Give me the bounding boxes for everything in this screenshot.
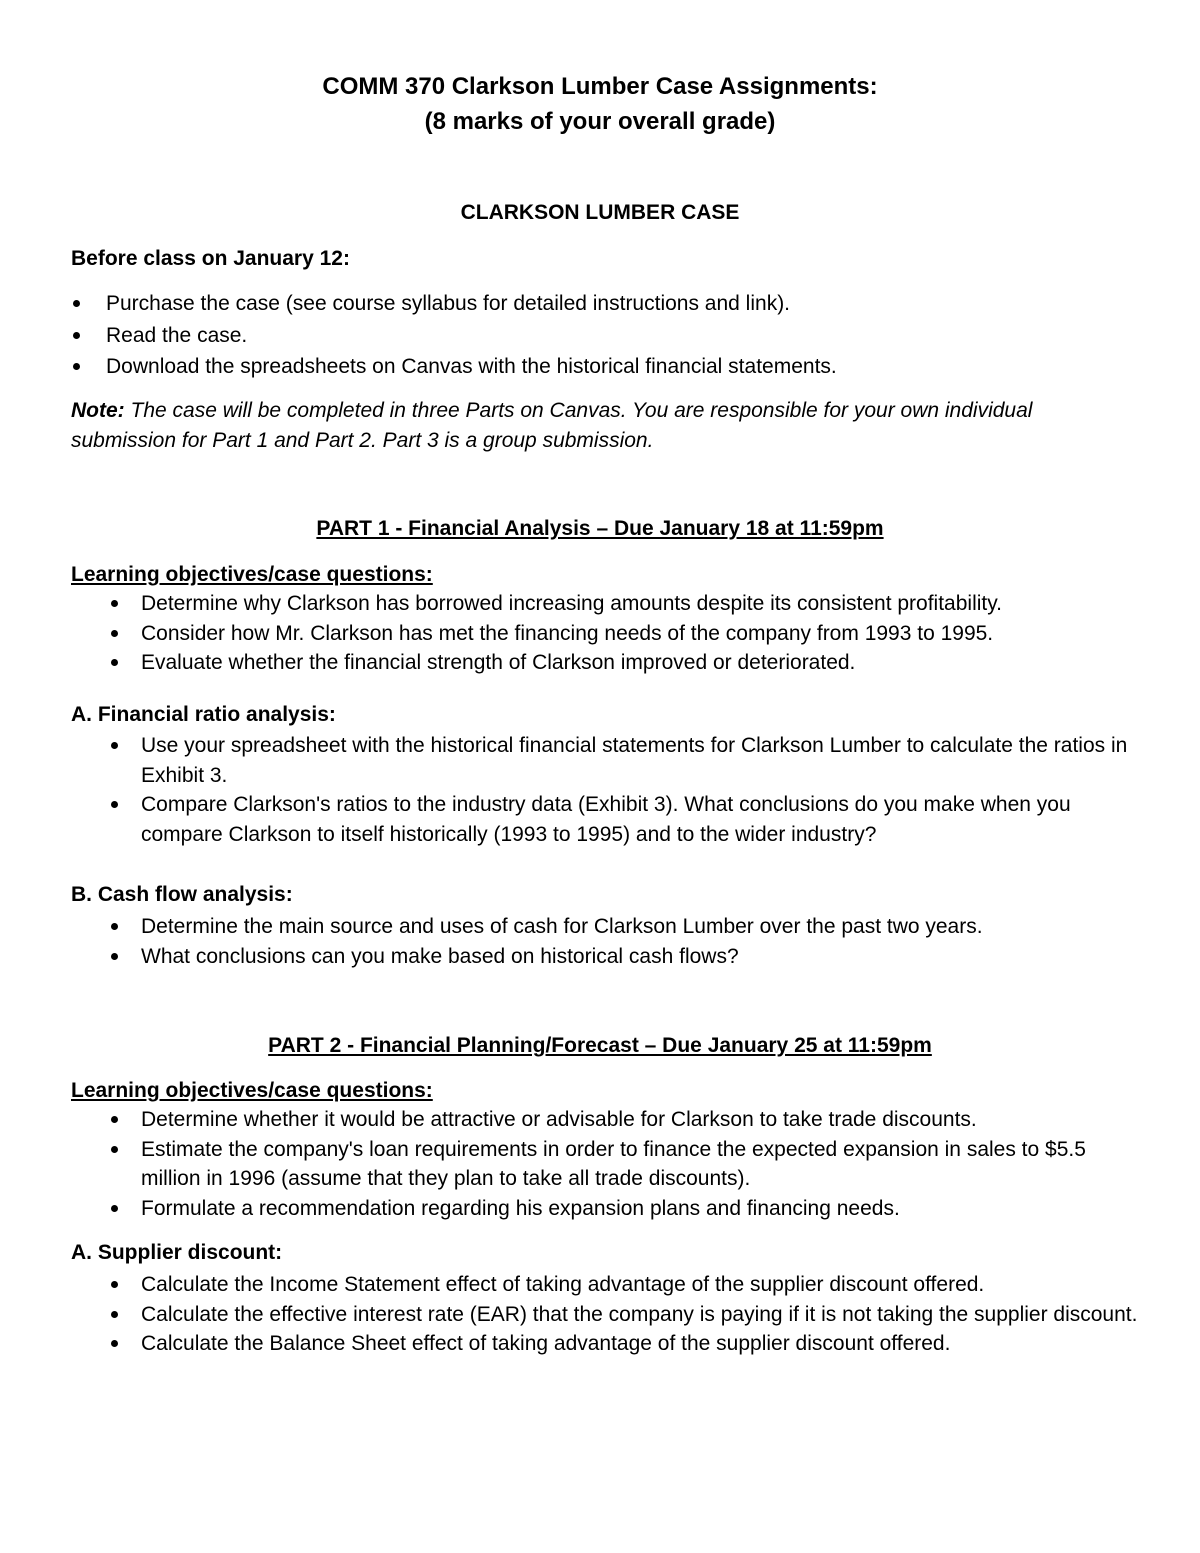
- list-item: Calculate the Balance Sheet effect of taking advantage of the supplier discount offered.: [141, 1329, 1141, 1359]
- part-1-section-a-heading: A. Financial ratio analysis:: [71, 703, 336, 726]
- note-text: The case will be completed in three Parts on Canvas. You are responsible for your own individual submission for Part 1 and Part 2. Part 3 is a group submission.: [71, 399, 1033, 452]
- list-item: Calculate the effective interest rate (EAR) that the company is paying if it is not taking the supplier discount.: [141, 1300, 1141, 1330]
- part-1-section-a-list: [141, 731, 1141, 849]
- document-title-line-2: (8 marks of your overall grade): [424, 108, 776, 135]
- part-1-heading: PART 1 - Financial Analysis – Due January 18 at 11:59pm: [316, 517, 884, 540]
- part-1-section-b-list: [141, 912, 1141, 971]
- part-2-section-a-list: [141, 1270, 1141, 1359]
- part-2-heading: PART 2 - Financial Planning/Forecast – Due January 25 at 11:59pm: [268, 1034, 932, 1057]
- before-class-heading: Before class on January 12:: [71, 247, 350, 270]
- part-1-section-b-heading: B. Cash flow analysis:: [71, 883, 293, 906]
- before-class-list: [106, 289, 1146, 382]
- list-item: Purchase the case (see course syllabus for detailed instructions and link).: [106, 289, 1146, 319]
- part-2-objectives-heading: Learning objectives/case questions:: [71, 1079, 433, 1102]
- list-item: Estimate the company's loan requirements in order to finance the expected expansion in sales to $5.5 million in 1996 (assume that they plan to take all trade discounts).: [141, 1135, 1141, 1194]
- list-item: What conclusions can you make based on historical cash flows?: [141, 942, 1141, 972]
- list-item: Determine whether it would be attractive or advisable for Clarkson to take trade discounts.: [141, 1105, 1141, 1135]
- list-item: Compare Clarkson's ratios to the industry data (Exhibit 3). What conclusions do you make when you compare Clarkson to itself historically (1993 to 1995) and to the wider industry?: [141, 790, 1141, 849]
- part-2-objectives-list: [141, 1105, 1141, 1223]
- note-label: Note:: [71, 399, 125, 422]
- list-item: Evaluate whether the financial strength of Clarkson improved or deteriorated.: [141, 648, 1141, 678]
- list-item: Calculate the Income Statement effect of taking advantage of the supplier discount offered.: [141, 1270, 1141, 1300]
- case-heading: CLARKSON LUMBER CASE: [460, 201, 740, 224]
- document-title-line-1: COMM 370 Clarkson Lumber Case Assignments:: [322, 73, 878, 100]
- list-item: Determine why Clarkson has borrowed increasing amounts despite its consistent profitability.: [141, 589, 1141, 619]
- list-item: Download the spreadsheets on Canvas with the historical financial statements.: [106, 352, 1146, 382]
- part-1-objectives-heading: Learning objectives/case questions:: [71, 563, 433, 586]
- list-item: Formulate a recommendation regarding his expansion plans and financing needs.: [141, 1194, 1141, 1224]
- list-item: Read the case.: [106, 321, 1146, 351]
- list-item: Determine the main source and uses of cash for Clarkson Lumber over the past two years.: [141, 912, 1141, 942]
- part-1-objectives-list: [141, 589, 1141, 678]
- list-item: Consider how Mr. Clarkson has met the financing needs of the company from 1993 to 1995.: [141, 619, 1141, 649]
- list-item: Use your spreadsheet with the historical financial statements for Clarkson Lumber to calculate the ratios in Exhibit 3.: [141, 731, 1141, 790]
- note-paragraph: [71, 396, 1131, 456]
- part-2-section-a-heading: A. Supplier discount:: [71, 1241, 283, 1264]
